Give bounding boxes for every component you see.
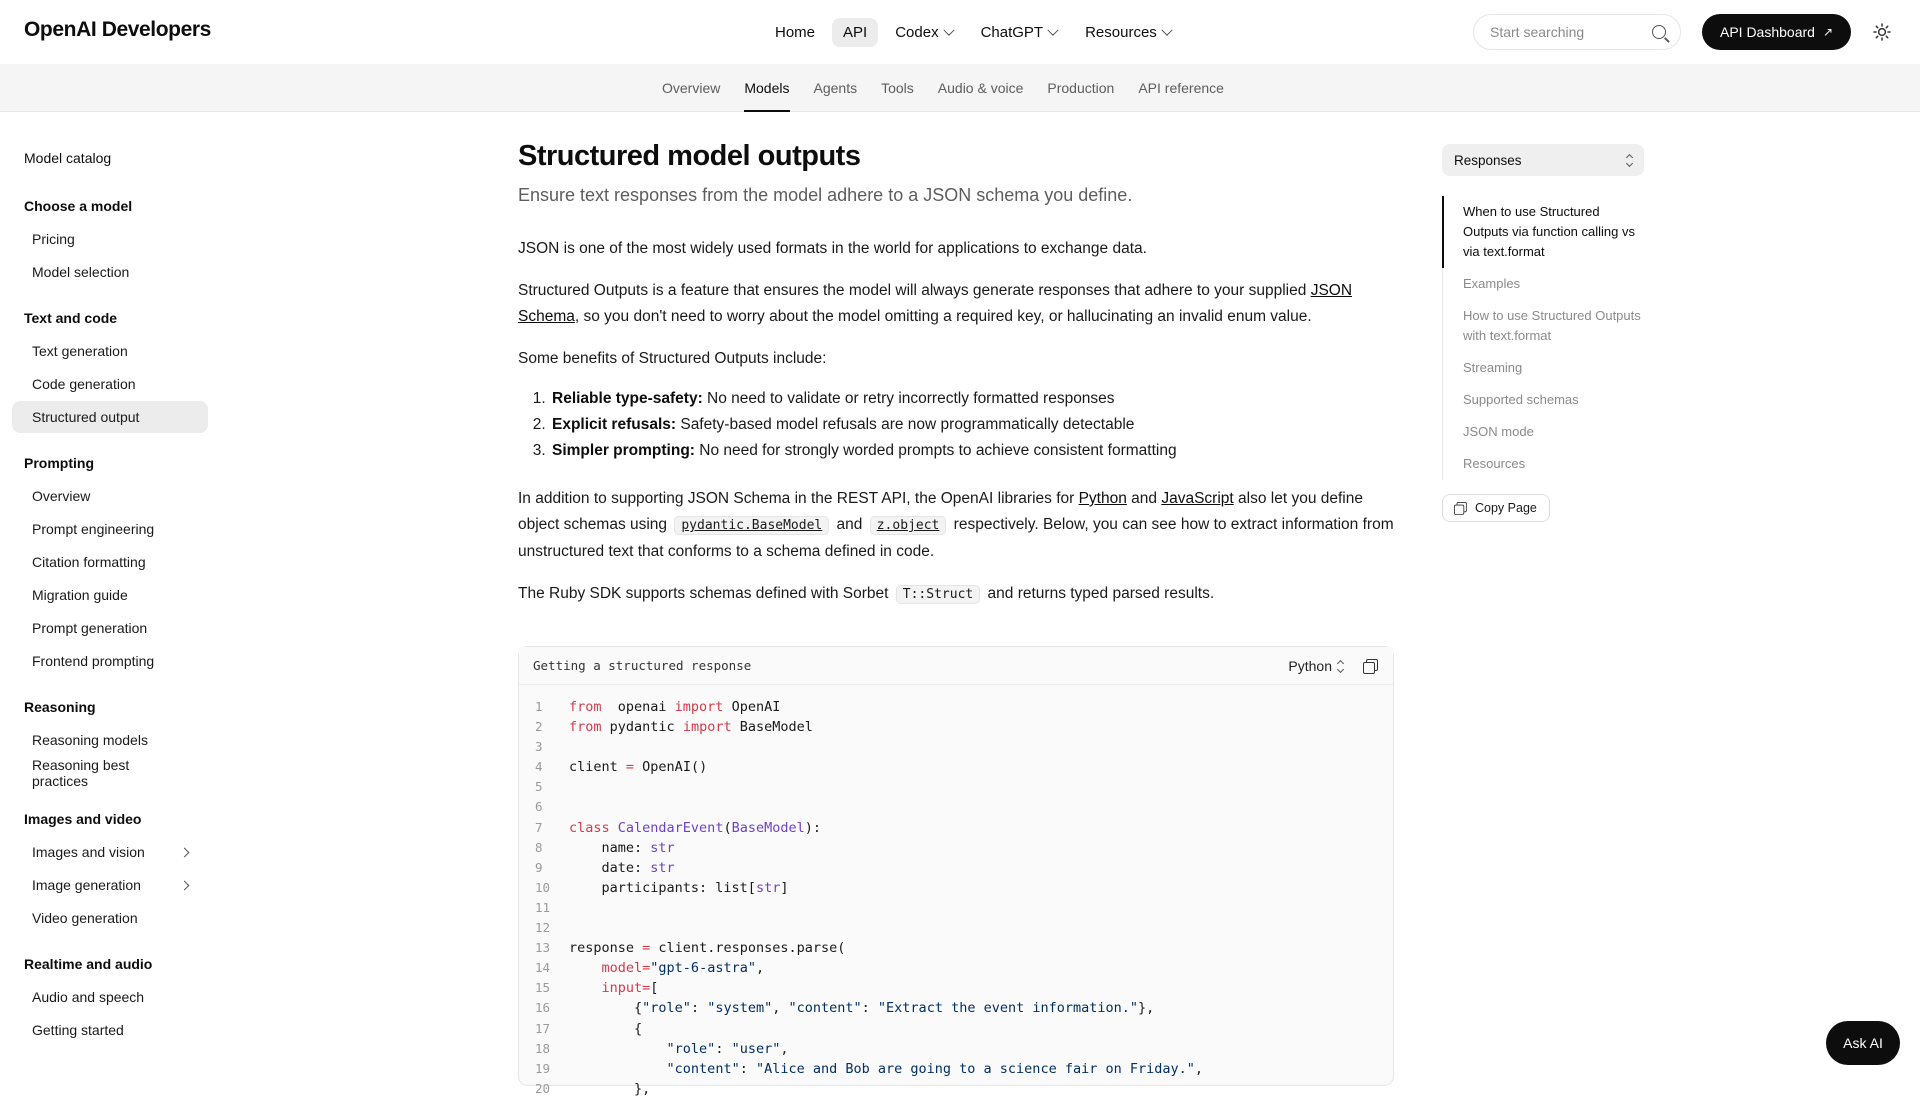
code-token: from	[569, 699, 602, 715]
sidebar-item-structured-output[interactable]	[12, 401, 208, 433]
language-select[interactable]	[1288, 658, 1343, 674]
code-token: "role"	[642, 1000, 691, 1017]
code-line	[519, 978, 1393, 998]
text: The Ruby SDK supports schemas defined with Sorbet	[518, 585, 893, 602]
code-token: OpenAI()	[634, 759, 708, 776]
sidebar-item-video-generation[interactable]	[12, 902, 208, 934]
code-line	[519, 1079, 1393, 1099]
intro-paragraph: JSON is one of the most widely used formats in the world for applications to exchange data.	[518, 240, 1147, 257]
sidebar-item-label: Citation formatting	[32, 554, 146, 570]
line-number: 11	[535, 899, 551, 915]
top-nav	[764, 18, 1182, 47]
code-text	[561, 717, 813, 737]
code-token: str	[650, 839, 675, 856]
benefit-item	[550, 412, 1394, 438]
code-token: model=	[601, 960, 651, 977]
toc-list	[1442, 196, 1644, 480]
line-number: 19	[535, 1060, 551, 1076]
code-token: input=	[601, 980, 651, 997]
code-text	[561, 898, 569, 918]
sidebar-item-label: Migration guide	[32, 587, 128, 603]
line-number: 6	[535, 799, 543, 815]
code-line	[519, 818, 1393, 838]
code-text	[561, 998, 1154, 1018]
code-text	[561, 1019, 642, 1039]
nav-label: Codex	[895, 24, 939, 41]
toc-item-streaming[interactable]: Streaming	[1463, 360, 1523, 375]
code-line	[519, 777, 1393, 797]
benefit-text: No need to validate or retry incorrectly formatted responses	[702, 390, 1115, 407]
sidebar-item-images-and-vision[interactable]	[12, 836, 208, 868]
sidebar-item-label: Image generation	[32, 877, 141, 893]
sidebar-item-image-generation[interactable]	[12, 869, 208, 901]
toc-item-when-to-use-structured-outputs-via-funct[interactable]: When to use Structured Outputs via function calling vs via text.format	[1442, 196, 1644, 268]
code-text	[561, 797, 569, 817]
code-text	[561, 757, 707, 777]
sidebar-item-citation-formatting[interactable]	[12, 546, 208, 578]
sidebar-item-prompt-engineering[interactable]	[12, 513, 208, 545]
sidebar-item-label: Code generation	[32, 376, 136, 392]
sidebar-item-model-selection[interactable]	[12, 256, 208, 288]
search-placeholder: Start searching	[1490, 24, 1585, 40]
sidebar-group-reasoning	[12, 691, 208, 789]
code-token	[610, 820, 618, 836]
code-token: },	[569, 1080, 651, 1097]
code-token: ,	[772, 1000, 789, 1017]
text: Structured Outputs is a feature that ensures the model will always generate responses that adhere to your supplied	[518, 282, 1311, 299]
sidebar-group-images-and-video	[12, 803, 208, 934]
code-token: {	[569, 1000, 643, 1017]
code-text	[561, 1039, 789, 1059]
structured-outputs-paragraph	[518, 278, 1394, 330]
inline-code: T::Struct	[896, 585, 980, 604]
copy-page-label: Copy Page	[1475, 501, 1537, 515]
code-token: import	[674, 699, 724, 715]
code-token: ]	[780, 879, 789, 896]
sidebar-item-label: Getting started	[32, 1022, 124, 1038]
sidebar-item-label: Model selection	[32, 264, 130, 280]
sidebar-item-code-generation[interactable]	[12, 368, 208, 400]
line-number: 17	[535, 1020, 551, 1036]
benefit-text: No need for strongly worded prompts to achieve consistent formatting	[694, 442, 1177, 459]
line-number: 16	[535, 1000, 551, 1016]
code-token: :	[739, 1060, 756, 1077]
line-number: 1	[535, 699, 543, 714]
table-of-contents	[1442, 144, 1644, 522]
code-text	[561, 958, 764, 978]
api-dashboard-label: API Dashboard	[1719, 24, 1815, 40]
nav-home[interactable]	[764, 18, 826, 47]
code-text	[561, 978, 658, 998]
sidebar-item-label: Video generation	[32, 910, 138, 926]
copy-icon	[1454, 502, 1466, 514]
code-token: OpenAI	[723, 699, 781, 715]
pydantic-code-link[interactable]: pydantic.BaseModel	[674, 516, 829, 535]
code-line	[519, 737, 1393, 757]
code-line	[519, 958, 1393, 978]
code-line	[519, 717, 1393, 737]
code-line	[519, 878, 1393, 898]
line-number: 8	[535, 839, 543, 855]
section-nav	[0, 64, 1920, 112]
sidebar-item-getting-started[interactable]	[12, 1014, 208, 1046]
chevron-updown-icon	[1627, 155, 1632, 166]
sidebar-group-prompting	[12, 447, 208, 677]
text: , so you don't need to worry about the model omitting a required key, or hallucinating an invalid enum value.	[574, 308, 1312, 325]
tab-models[interactable]: Models	[744, 64, 789, 112]
chevron-down-icon	[943, 24, 954, 35]
code-token: =	[642, 940, 651, 957]
code-line	[519, 757, 1393, 777]
top-bar	[0, 0, 1920, 64]
text: In addition to supporting JSON Schema in the REST API, the OpenAI libraries for	[518, 490, 1079, 507]
line-number: 12	[535, 920, 551, 936]
code-token: :	[715, 1040, 732, 1057]
code-text	[561, 1059, 1203, 1079]
code-token: "Extract the event information."	[877, 1000, 1139, 1017]
code-token	[569, 1061, 667, 1077]
benefits-intro: Some benefits of Structured Outputs include:	[518, 350, 827, 367]
text: and returns typed parsed results.	[983, 585, 1215, 602]
code-block-header	[519, 647, 1393, 685]
code-token: "gpt-6-astra"	[650, 960, 756, 977]
code-token: "user"	[731, 1040, 781, 1057]
code-token: },	[1138, 1000, 1155, 1017]
sidebar-item-migration-guide[interactable]	[12, 579, 208, 611]
code-token: response	[569, 940, 643, 957]
benefits-list	[518, 386, 1394, 464]
sidebar-group-text-and-code	[12, 302, 208, 433]
code-text	[561, 918, 569, 938]
chevron-right-icon	[180, 880, 190, 890]
code-block-title: Getting a structured response	[533, 658, 752, 673]
code-token: (	[723, 819, 732, 836]
ruby-paragraph	[518, 581, 1394, 608]
api-dashboard-button[interactable]	[1702, 14, 1851, 50]
code-line	[519, 1039, 1393, 1059]
code-token: client.responses.parse(	[650, 940, 846, 957]
text: also let you define object schemas using	[518, 490, 1363, 533]
line-number: 15	[535, 980, 551, 996]
code-line	[519, 938, 1393, 958]
nav-api[interactable]	[832, 18, 878, 47]
tab-audio-voice[interactable]: Audio & voice	[937, 80, 1024, 96]
benefit-item	[550, 386, 1394, 412]
sidebar-item-text-generation[interactable]	[12, 335, 208, 367]
nav-resources[interactable]	[1074, 18, 1182, 47]
chevron-updown-icon	[1338, 661, 1343, 672]
line-number: 5	[535, 779, 543, 795]
code-text	[561, 697, 780, 717]
page-title: Structured model outputs	[518, 140, 861, 172]
nav-label: API	[843, 24, 868, 41]
tab-agents[interactable]: Agents	[813, 80, 858, 96]
nav-label: ChatGPT	[980, 24, 1044, 41]
sidebar-item-reasoning-models[interactable]	[12, 724, 208, 756]
code-token: "role"	[666, 1040, 716, 1057]
code-token: BaseModel	[731, 719, 813, 736]
nav-chatgpt[interactable]	[970, 18, 1069, 47]
code-token	[569, 980, 602, 996]
arrow-up-right-icon: ↗	[1822, 25, 1833, 39]
code-token: ,	[780, 1040, 789, 1057]
sidebar-group-realtime-and-audio	[12, 948, 208, 1046]
zod-code-link[interactable]: z.object	[870, 516, 947, 535]
code-token: pydantic	[609, 719, 683, 736]
sidebar-item-frontend-prompting[interactable]	[12, 645, 208, 677]
toc-item-how-to-use-structured-outputs-with-text-[interactable]: How to use Structured Outputs with text.format	[1463, 308, 1641, 343]
tab-production[interactable]: Production	[1047, 80, 1115, 96]
line-number: 10	[535, 879, 551, 895]
main-content	[518, 140, 1394, 608]
code-token: "content"	[666, 1060, 740, 1077]
sidebar-item-pricing[interactable]	[12, 223, 208, 255]
code-text	[561, 818, 821, 838]
sidebar-item-label: Pricing	[32, 231, 75, 247]
libraries-paragraph	[518, 486, 1394, 565]
code-token	[602, 719, 610, 735]
code-token	[569, 1041, 667, 1057]
code-token: client	[569, 759, 626, 776]
nav-label: Resources	[1085, 24, 1157, 41]
text: respectively. Below, you can see how to extract information from unstructured text that conforms to a schema defined in code.	[518, 516, 1394, 560]
code-text	[561, 777, 569, 797]
json-schema-link[interactable]: JSON Schema	[518, 282, 1353, 325]
sidebar-item-label: Overview	[32, 488, 91, 504]
toc-item-examples[interactable]: Examples	[1463, 276, 1521, 291]
tab-overview[interactable]: Overview	[662, 80, 721, 96]
code-line	[519, 918, 1393, 938]
code-line	[519, 998, 1393, 1018]
sidebar-group-title: Choose a model	[24, 198, 133, 214]
code-token: :	[861, 1000, 878, 1017]
benefit-item	[550, 438, 1394, 464]
toc-item-supported-schemas[interactable]: Supported schemas	[1463, 392, 1579, 407]
search-box[interactable]	[1473, 14, 1681, 50]
code-text	[561, 1079, 650, 1099]
sidebar-group-title: Images and video	[24, 811, 142, 827]
sun-icon[interactable]	[1872, 22, 1892, 42]
chevron-right-icon	[180, 847, 190, 857]
sidebar-group-title: Prompting	[24, 455, 94, 471]
line-number: 20	[535, 1080, 551, 1096]
code-token: [	[650, 980, 659, 997]
copy-icon[interactable]	[1363, 659, 1377, 673]
sidebar-group-choose-a-model	[12, 190, 208, 288]
code-token	[569, 960, 602, 976]
sidebar-item-label: Reasoning best practices	[32, 757, 130, 789]
code-token: ,	[1194, 1060, 1204, 1077]
code-token: ):	[804, 819, 822, 836]
code-token: name:	[569, 839, 651, 856]
code-token: "content"	[788, 1000, 862, 1017]
sidebar-group-title: Reasoning	[24, 699, 96, 715]
code-line	[519, 1019, 1393, 1039]
text: and	[832, 516, 867, 533]
code-text	[561, 737, 569, 757]
code-body	[519, 685, 1393, 1099]
code-token: =	[625, 759, 635, 776]
sidebar-item-overview[interactable]	[12, 480, 208, 512]
language-label: Python	[1288, 657, 1332, 674]
code-token: {	[569, 1020, 643, 1037]
search-icon	[1652, 25, 1666, 39]
code-token: str	[650, 859, 675, 876]
code-line	[519, 838, 1393, 858]
code-text	[561, 938, 845, 958]
benefit-title: Explicit refusals:	[552, 416, 677, 433]
benefit-text: Safety-based model refusals are now programmatically detectable	[676, 416, 1135, 433]
text: and	[1126, 490, 1162, 507]
sidebar-item-label: Prompt engineering	[32, 521, 155, 537]
chevron-down-icon	[1047, 24, 1058, 35]
code-line	[519, 797, 1393, 817]
toc-item-resources[interactable]: Resources	[1463, 456, 1526, 471]
sidebar-item-label: Audio and speech	[32, 989, 145, 1005]
code-token: date:	[569, 859, 651, 876]
code-token: "Alice and Bob are going to a science fair on Friday."	[755, 1060, 1195, 1077]
sidebar-item-audio-and-speech[interactable]	[12, 981, 208, 1013]
copy-page-button[interactable]	[1442, 494, 1550, 522]
toc-item-json-mode[interactable]: JSON mode	[1463, 424, 1534, 439]
code-token: openai	[601, 699, 675, 715]
benefit-title: Simpler prompting:	[552, 442, 695, 459]
line-number: 14	[535, 960, 551, 976]
line-number: 3	[535, 739, 543, 755]
code-line	[519, 898, 1393, 918]
code-line	[519, 697, 1393, 717]
page-subtitle: Ensure text responses from the model adhere to a JSON schema you define.	[518, 185, 1133, 205]
code-text	[561, 838, 675, 858]
code-text	[561, 858, 675, 878]
sidebar-item-model-catalog[interactable]: Model catalog	[24, 150, 112, 166]
chevron-down-icon	[1161, 24, 1172, 35]
sidebar-item-label: Reasoning models	[32, 732, 148, 748]
code-token: import	[682, 719, 732, 736]
sidebar-item-label: Text generation	[32, 343, 128, 359]
code-token: :	[690, 1000, 708, 1017]
javascript-link[interactable]: JavaScript	[1161, 490, 1234, 507]
code-text	[561, 878, 788, 898]
line-number: 18	[535, 1040, 551, 1056]
code-token: class	[569, 819, 610, 836]
code-block	[518, 646, 1394, 1097]
line-number: 7	[535, 819, 543, 835]
sidebar	[12, 140, 208, 1070]
sidebar-item-prompt-generation[interactable]	[12, 612, 208, 644]
line-number: 4	[535, 759, 543, 775]
code-token: participants: list[	[569, 879, 756, 896]
toc-api-select[interactable]	[1442, 144, 1644, 176]
code-token: "system"	[707, 1000, 773, 1017]
line-number: 9	[535, 859, 543, 875]
sidebar-item-reasoning-best-practices[interactable]	[12, 757, 208, 789]
code-line	[519, 858, 1393, 878]
tab-tools[interactable]: Tools	[881, 80, 914, 96]
nav-label: Home	[775, 24, 816, 41]
site-logo[interactable]: OpenAI Developers	[24, 18, 211, 41]
code-token: ,	[755, 960, 765, 977]
sidebar-item-label: Prompt generation	[32, 620, 148, 636]
line-number: 2	[535, 719, 543, 735]
sidebar-group-title: Text and code	[24, 310, 118, 326]
toc-select-label: Responses	[1454, 152, 1522, 168]
code-token: BaseModel	[731, 819, 805, 836]
sidebar-item-label: Images and vision	[32, 844, 145, 860]
benefit-title: Reliable type-safety:	[552, 390, 703, 407]
code-line	[519, 1059, 1393, 1079]
nav-codex[interactable]	[884, 18, 963, 47]
sidebar-group-title: Realtime and audio	[24, 956, 153, 972]
line-number: 13	[535, 940, 551, 956]
code-token: from	[569, 719, 602, 736]
tab-api-reference[interactable]: API reference	[1138, 80, 1224, 96]
ask-ai-button[interactable]: Ask AI	[1826, 1021, 1900, 1065]
python-link[interactable]: Python	[1078, 490, 1127, 507]
code-token: str	[755, 879, 781, 896]
code-token: CalendarEvent	[617, 819, 724, 836]
sidebar-item-label: Structured output	[32, 409, 140, 425]
sidebar-item-label: Frontend prompting	[32, 653, 155, 669]
